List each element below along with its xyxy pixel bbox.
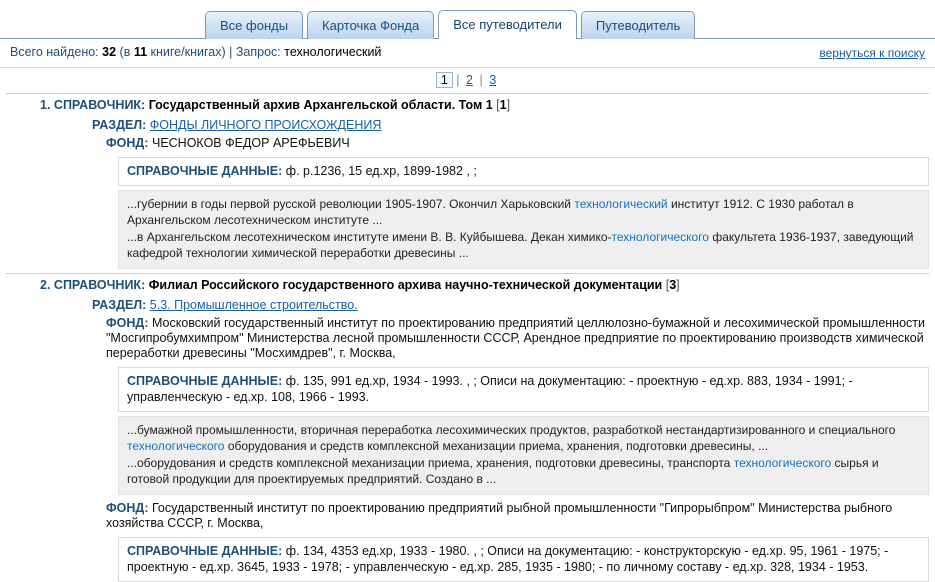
- reference-data-label: СПРАВОЧНЫЕ ДАННЫЕ:: [127, 544, 283, 558]
- snippet-line: [127, 196, 920, 228]
- result-header: [6, 93, 929, 115]
- fond-label: ФОНД:: [106, 136, 149, 150]
- snippet-post: факультета 1936-1937, заведующий кафедрой технологии химической переработки древесины ...: [127, 230, 914, 260]
- result-kind-label: СПРАВОЧНИК:: [53, 98, 146, 112]
- snippet-post: сырья и готовой продукции для проектируемых предприятий. Создано в ...: [127, 456, 879, 486]
- snippet-line: [127, 455, 920, 487]
- tab-list: [205, 10, 695, 39]
- reference-data-label: СПРАВОЧНЫЕ ДАННЫЕ:: [127, 164, 283, 178]
- fond-line: [92, 314, 929, 363]
- snippet-line: [127, 422, 920, 454]
- snippet-highlight: технологического: [127, 439, 225, 453]
- result-count-open: [: [665, 278, 670, 292]
- fond-value[interactable]: ЧЕСНОКОВ ФЕДОР АРЕФЬЕВИЧ: [151, 136, 350, 150]
- books-word: книге/книгах): [150, 45, 226, 59]
- fond-label: ФОНД:: [106, 316, 149, 330]
- tab-guide[interactable]: Путеводитель: [581, 11, 695, 39]
- razdel-label: РАЗДЕЛ:: [92, 298, 147, 312]
- result-count-close: ]: [506, 98, 511, 112]
- result-number: 1.: [40, 98, 51, 112]
- result-title[interactable]: Государственный архив Архангельской области. Том 1: [148, 98, 493, 112]
- snippet-pre: ...в Архангельском лесотехническом институте имени В. В. Куйбышева. Декан химико-: [127, 230, 612, 244]
- razdel-link[interactable]: 5.3. Промышленное строительство.: [149, 298, 358, 312]
- snippet-pre: ...оборудования и средств комплексной механизации приема, хранения, подготовки древесины, транспорта: [127, 456, 734, 470]
- tab-bar: [0, 0, 935, 39]
- reference-data-card: [118, 537, 929, 582]
- result-item: [6, 93, 929, 269]
- result-body: [92, 115, 929, 269]
- query-label: Запрос:: [235, 45, 281, 59]
- snippet-highlight: технологического: [611, 230, 709, 244]
- page-current[interactable]: 1: [436, 72, 453, 88]
- reference-data-card: [118, 157, 929, 186]
- reference-data-value: ф. 135, 991 ед.хр, 1934 - 1993. , ; Описи на документацию: - проектную - ед.хр. 883, 1934 - 1991; - управленческую - ед.хр. 108, 1966 - 1993.: [127, 374, 853, 404]
- found-label: Всего найдено:: [10, 45, 99, 59]
- snippet-line: [127, 229, 920, 261]
- page-2[interactable]: 2: [466, 73, 473, 87]
- fond-value[interactable]: Государственный институт по проектированию предприятий рыбной промышленности "Гипрорыбпром" Министерства рыбного хозяйства СССР, г. Москва,: [106, 501, 893, 530]
- fond-line: [92, 499, 929, 533]
- reference-data-card: [118, 367, 929, 412]
- tab-all-guides[interactable]: Все путеводители: [438, 10, 577, 39]
- snippet-post: оборудования и средств комплексной механизации приема, хранения, подготовки древесины, ...: [224, 439, 769, 453]
- result-count: 3: [669, 278, 677, 292]
- fond-value[interactable]: Московский государственный институт по проектированию предприятий целлюлозно-бумажной и лесохимической промышленности "Мосгипробумхимпром" Министерства лесной промышленности СССР, Арендное предприятие по проектированию производств химической переработки древесины "Мосхимдрев", г. Москва,: [106, 316, 925, 360]
- reference-data-value: ф. р.1236, 15 ед.хр, 1899-1982 , ;: [285, 164, 477, 178]
- snippet-pre: ...бумажной промышленности, вторичная переработка лесохимических продуктов, разработкой нестандартизированного и специального: [127, 423, 896, 437]
- result-header: [6, 273, 929, 295]
- snippet-block: [118, 416, 929, 495]
- snippet-block: [118, 190, 929, 269]
- snippet-highlight: технологического: [733, 456, 832, 470]
- fond-line: [92, 134, 929, 153]
- fond-label: ФОНД:: [106, 501, 149, 515]
- result-title[interactable]: Филиал Российского государственного архива научно-технической документации: [148, 278, 663, 292]
- result-item: [6, 273, 929, 582]
- snippet-pre: ...губернии в годы первой русской революции 1905-1907. Окончил Харьковский: [127, 197, 575, 211]
- books-count: 11: [133, 45, 148, 59]
- page-3[interactable]: 3: [489, 73, 497, 87]
- found-count: 32: [102, 45, 117, 59]
- info-divider: |: [229, 45, 233, 59]
- results-info-bar: [0, 39, 935, 68]
- result-count-open: [: [496, 98, 500, 112]
- snippet-highlight: технологический: [574, 197, 668, 211]
- tab-all-funds[interactable]: Все фонды: [205, 11, 303, 39]
- razdel-line: [92, 115, 929, 134]
- razdel-line: [92, 295, 929, 314]
- reference-data-value: ф. 134, 4353 ед.хр, 1933 - 1980. , ; Описи на документацию: - конструкторскую - ед.хр. 95, 1961 - 1975; - проектную - ед.хр. 3645, 1933 - 1978; - управленческую - ед.хр. 285, 1935 - 1980; - по личному составу - ед.хр. 328, 1934 - 1953.: [127, 544, 889, 574]
- result-kind-label: СПРАВОЧНИК:: [53, 278, 146, 292]
- query-value: технологический: [284, 45, 382, 59]
- results-list: [0, 93, 935, 582]
- page-sep-2: |: [479, 73, 483, 87]
- result-count-close: ]: [676, 278, 680, 292]
- snippet-post: институт 1912. С 1930 работал в Архангельском лесотехническом институте ...: [127, 197, 854, 227]
- reference-data-label: СПРАВОЧНЫЕ ДАННЫЕ:: [127, 374, 283, 388]
- razdel-link[interactable]: ФОНДЫ ЛИЧНОГО ПРОИСХОЖДЕНИЯ: [149, 118, 382, 132]
- razdel-label: РАЗДЕЛ:: [92, 118, 147, 132]
- result-body: [92, 295, 929, 582]
- in-books-open: (в: [119, 45, 131, 59]
- result-number: 2.: [40, 278, 51, 292]
- page-sep-1: |: [456, 73, 460, 87]
- result-count: 1: [499, 98, 507, 112]
- tab-fund-card[interactable]: Карточка Фонда: [307, 11, 434, 39]
- pagination: [0, 68, 935, 93]
- back-to-search-link[interactable]: вернуться к поиску: [819, 46, 925, 60]
